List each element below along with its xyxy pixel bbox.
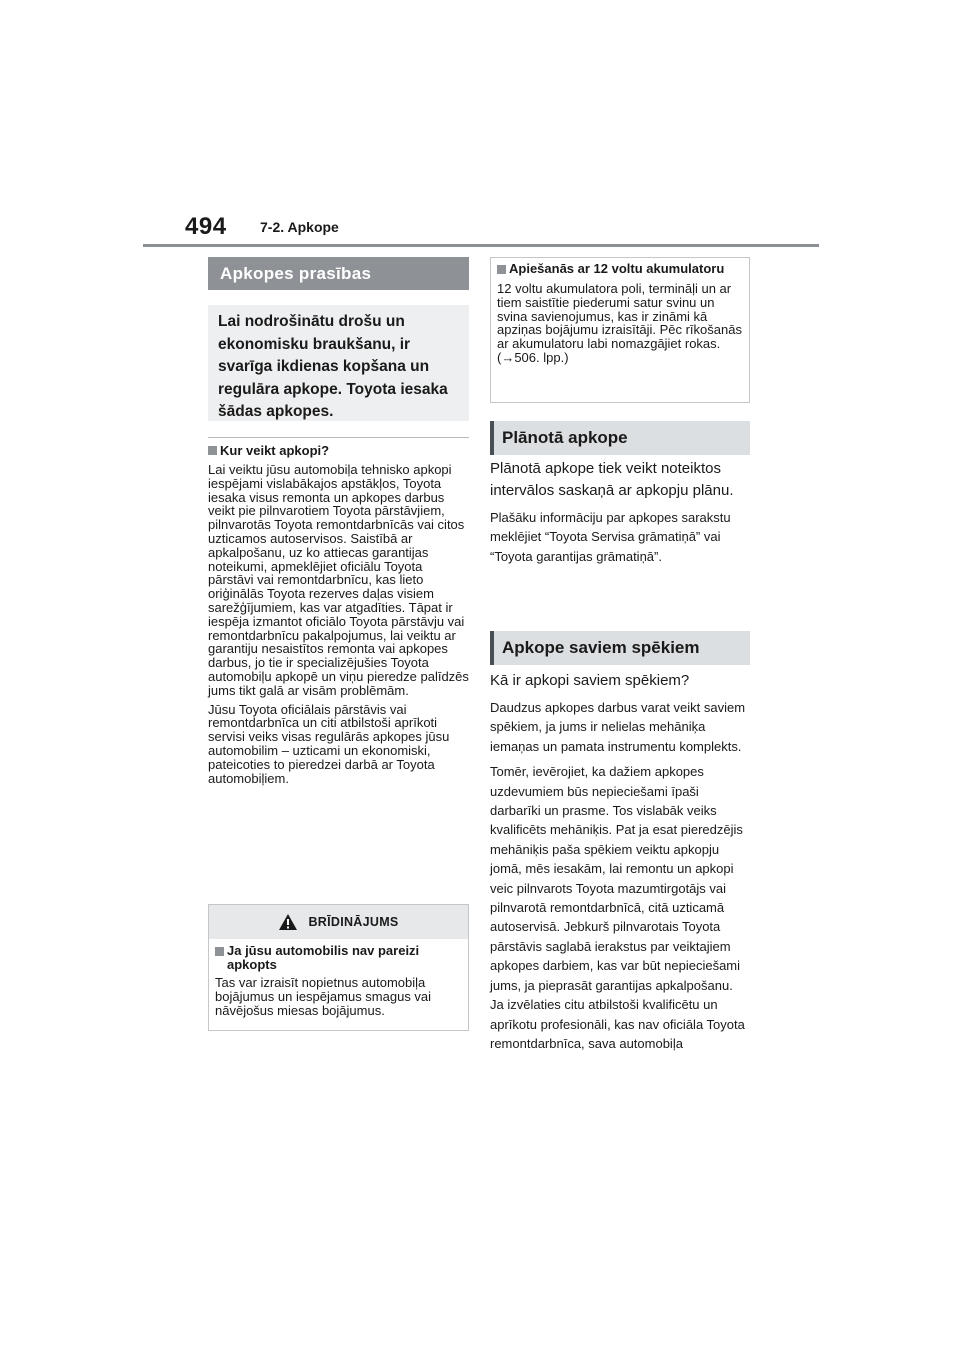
square-bullet-icon xyxy=(497,265,506,274)
section-title-self-maintenance xyxy=(490,631,750,665)
self-section xyxy=(490,670,750,1053)
section-label: 7-2. Apkope xyxy=(260,219,339,235)
section-title-maintenance-requirements xyxy=(208,257,469,290)
battery-text: 12 voltu akumulatora poli, termināļi un ar tiem saistītie piederumi satur svinu un svina savienojumus, kas ir zināmi kā apziņas bojājumu izraisītāji. Pēc rīkošanās ar akumulatoru labi nomazgājiet rokas. (→506. lpp.) xyxy=(497,281,742,365)
self-lead: Kā ir apkopi saviem spēkiem? xyxy=(490,672,690,689)
planned-lead: Plānotā apkope tiek veikt noteiktos intervālos saskaņā ar apkopju plānu. xyxy=(490,460,734,499)
heading-accent xyxy=(490,631,494,665)
warning-triangle-icon xyxy=(278,913,298,931)
intro-text: Lai nodrošinātu drošu un ekonomisku braukšanu, ir svarīga ikdienas kopšana un regulāra apkope. Toyota iesaka šādas apkopes. xyxy=(218,313,448,420)
self-paragraph-1: Daudzus apkopes darbus varat veikt saviem spēkiem, ja jums ir nelielas mehāniķa iemaņas un pamata instrumentu komplekts. xyxy=(490,700,746,754)
warning-text: Tas var izraisīt nopietnus automobiļa bojājumus un iespējamus smagus vai nāvējošus miesas bojājumus. xyxy=(215,975,432,1018)
where-paragraph-2: Jūsu Toyota oficiālais pārstāvis vai remontdarbnīca un citi atbilstoši aprīkoti servisi veiks visas regulārās apkopes jūsu automobilim – uzticami un ekonomiski, pateicoties to pieredzei darbā ar Toyota automobiļiem. xyxy=(208,701,450,786)
warning-heading xyxy=(215,944,462,972)
section-title-planned-maintenance xyxy=(490,421,750,455)
planned-section xyxy=(490,458,750,566)
where-paragraph-1: Lai veiktu jūsu automobiļa tehnisko apkopi iespējami vislabākajos apstākļos, Toyota iesaka visus remonta un apkopes darbus veikt pie pilnvarotiem Toyota pārstāvjiem, pilnvarotās Toyota remontdarbnīcās vai citos uzticamos autoservisos. Saistībā ar apkalpošanu, uz ko attiecas garantijas noteikumi, apmeklējiet oficiālu Toyota pārstāvi vai remontdarbnīcu, kas lieto oriģinālās Toyota rezerves daļas visiem sarežģījumiem, kas var atgadīties. Tāpat ir iespēja izmantot oficiālo Toyota pārstāvju vai remontdarbnīcu pakalpojumus, lai veiktu ar garantiju nesaistītos remonta vai apkopes darbus, jo tie ir specializējušies Toyota automobiļu apkopē un viņu pieredze palīdzēs jums tikt galā ar visām problēmām. xyxy=(208,462,469,698)
battery-heading xyxy=(497,262,743,276)
self-title-text: Apkope saviem spēkiem xyxy=(502,638,700,657)
warning-header xyxy=(209,905,468,939)
planned-title-text: Plānotā apkope xyxy=(502,428,628,447)
square-bullet-icon xyxy=(215,947,224,956)
self-paragraph-2: Tomēr, ievērojiet, ka dažiem apkopes uzdevumiem būs nepieciešami īpaši darbarīki un prasme. Tos vislabāk veiks kvalificēts mehāniķis. Pat ja esat pieredzējis mehāniķis paša spēkiem veiktu apkopju jomā, mēs iesakām, lai remontu un apkopi veic pilnvarots Toyota mazumtirgotājs vai pilnvarotā remontdarbnīcā, citā uzticamā autoservisā. Jebkurš pilnvarotais Toyota pārstāvis saglabā ierakstus par veiktajiem apkopes darbiem, kas var būt nepieciešami jums, ja pieprasāt garantijas apkalpošanu. Ja izvēlaties citu atbilstoši kvalificētu un aprīkotu profesionāli, kas nav oficiāla Toyota remontdarbnīca, sava automobiļa xyxy=(490,764,745,1051)
intro-box xyxy=(208,305,469,421)
where-heading xyxy=(208,444,469,458)
warning-heading-text: Ja jūsu automobilis nav pareizi apkopts xyxy=(227,943,420,972)
section-divider xyxy=(208,437,469,438)
warning-body xyxy=(209,939,468,1017)
page-number: 494 xyxy=(185,213,227,240)
battery-heading-text: Apiešanās ar 12 voltu akumulatoru xyxy=(509,261,725,276)
square-bullet-icon xyxy=(208,446,217,455)
warning-label: BRĪDINĀJUMS xyxy=(308,915,399,929)
header-rule xyxy=(143,244,819,247)
battery-box xyxy=(490,257,750,403)
where-section xyxy=(208,444,469,785)
section-title-text: Apkopes prasības xyxy=(220,263,372,283)
heading-accent xyxy=(490,421,494,455)
planned-text: Plašāku informāciju par apkopes sarakstu meklējiet “Toyota Servisa grāmatiņā” vai “Toyota garantijas grāmatiņā”. xyxy=(490,510,731,564)
where-heading-text: Kur veikt apkopi? xyxy=(220,443,330,458)
warning-box xyxy=(208,904,469,1031)
